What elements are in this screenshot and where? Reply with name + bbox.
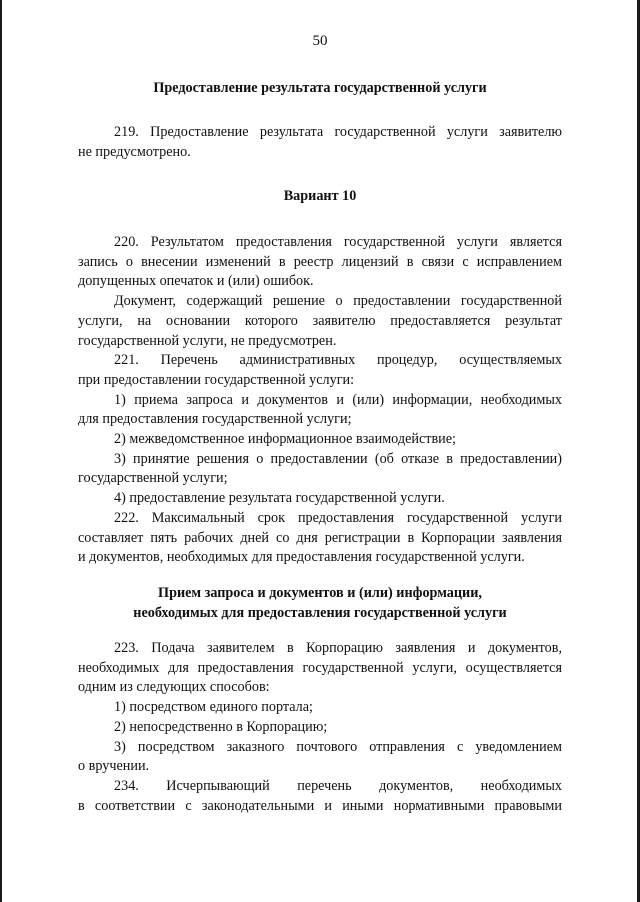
paragraph-219 (78, 123, 562, 162)
list-item-2: 2) межведомственное информационное взаимодействие; (114, 431, 456, 448)
list-item-4: 4) предоставление результата государственной услуги. (114, 490, 445, 507)
text-line: 220. Результатом предоставления государственной услуги является (114, 234, 562, 250)
body-block-submission (78, 639, 562, 816)
section-heading-request (60, 583, 580, 623)
text-line: и документов, необходимых для предоставления государственной услуги. (78, 549, 525, 566)
text-line: Документ, содержащий решение о предоставлении государственной (114, 293, 562, 310)
text-line: одним из следующих способов: (78, 679, 270, 696)
text-line: 221. Перечень административных процедур, осуществляемых (114, 352, 562, 369)
list-item-1-line: 1) приема запроса и документов и (или) информации, необходимых (114, 391, 562, 408)
list-item-3-line: государственной услуги; (78, 470, 228, 487)
text-line: составляет пять рабочих дней со дня регистрации в Корпорации заявления (78, 529, 562, 546)
text-line: допущенных опечаток и (или) ошибок. (78, 273, 314, 290)
text-line: 219. Предоставление результата государственной услуги заявителю (114, 124, 562, 140)
method-item-1: 1) посредством единого портала; (114, 699, 313, 716)
text-line: 234. Исчерпывающий перечень документов, необходимых (114, 777, 562, 794)
section-heading-line: необходимых для предоставления государственной услуги (133, 605, 507, 621)
method-item-2: 2) непосредственно в Корпорацию; (114, 718, 328, 735)
list-item-3-line: 3) принятие решения о предоставлении (об отказе в предоставлении) (114, 450, 562, 467)
text-line: услуги, на основании которого заявителю предоставляется результат (78, 312, 562, 329)
section-heading-line: Прием запроса и документов и (или) информации, (158, 585, 482, 601)
variant-heading: Вариант 10 (283, 188, 357, 204)
section-heading-result: Предоставление результата государственной услуги (153, 80, 487, 96)
text-line: в соответствии с законодательными и иными нормативными правовыми (78, 797, 562, 814)
text-line: государственной услуги, не предусмотрен. (78, 332, 337, 349)
list-item-1-line: для предоставления государственной услуги; (78, 411, 352, 428)
method-item-3-line: о вручении. (78, 758, 150, 775)
page-number: 50 (312, 33, 328, 49)
text-line: при предоставлении государственной услуги: (78, 371, 355, 388)
text-line: необходимых для предоставления государственной услуги, осуществляется (78, 659, 562, 676)
text-line: 222. Максимальный срок предоставления государственной услуги (114, 509, 562, 526)
text-line: 223. Подача заявителем в Корпорацию заявления и документов, (114, 640, 562, 656)
text-line: не предусмотрено. (78, 143, 191, 160)
text-line: запись о внесении изменений в реестр лицензий в связи с исправлением (78, 253, 562, 270)
scan-edge-left (0, 0, 2, 902)
method-item-3-line: 3) посредством заказного почтового отправления с уведомлением (114, 738, 562, 755)
body-block-variant-10 (78, 233, 562, 568)
